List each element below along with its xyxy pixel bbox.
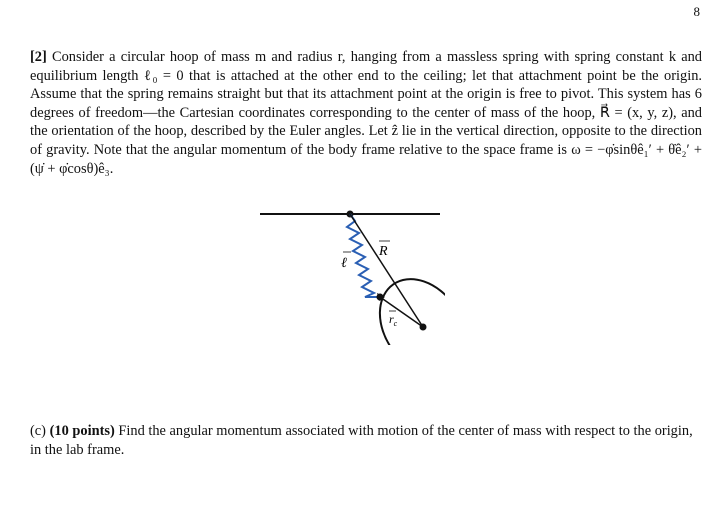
hoop xyxy=(362,263,445,345)
rc-vector xyxy=(380,297,423,327)
part-c-text: Find the angular momentum associated with motion of the center of mass with respect to the origin, in the lab frame. xyxy=(30,423,693,458)
problem-text: Consider a circular hoop of mass m and radius r, hanging from a massless spring with spring constant k and equilibrium length ℓ₀ = 0 that is attached at the other end to the ceiling; let that attachment point be the origin. Assume that the spring remains straight but that its attachment point at the origin is free to pivot. This system has 6 degrees of freedom—the Cartesian coordinates corresponding to the center of mass of the hoop, R⃗ = (x, y, z), and the orientation of the hoop, described by the Euler angles. Let ẑ lie in the vertical direction, opposite to the direction of gravity. Note that the angular momentum of the body frame relative to the space frame is ω = −φ̇sinθê₁′ + θ̇ê₂′ + (ψ̇ + φ̇cosθ)ê₃. xyxy=(30,49,702,177)
spring xyxy=(347,214,380,297)
page-number: 8 xyxy=(693,4,700,19)
R-vector xyxy=(350,214,423,327)
part-c xyxy=(30,422,702,459)
part-c-label: (c) xyxy=(30,423,46,439)
hoop-spring-figure xyxy=(255,205,445,345)
hoop-center xyxy=(420,324,427,331)
label-R: R xyxy=(379,244,388,259)
label-l: ℓ xyxy=(341,256,347,271)
problem-statement xyxy=(30,48,702,178)
part-c-points: (10 points) xyxy=(49,423,115,439)
label-rc: $r_c$ xyxy=(389,312,398,328)
problem-label: [2] xyxy=(30,49,47,65)
